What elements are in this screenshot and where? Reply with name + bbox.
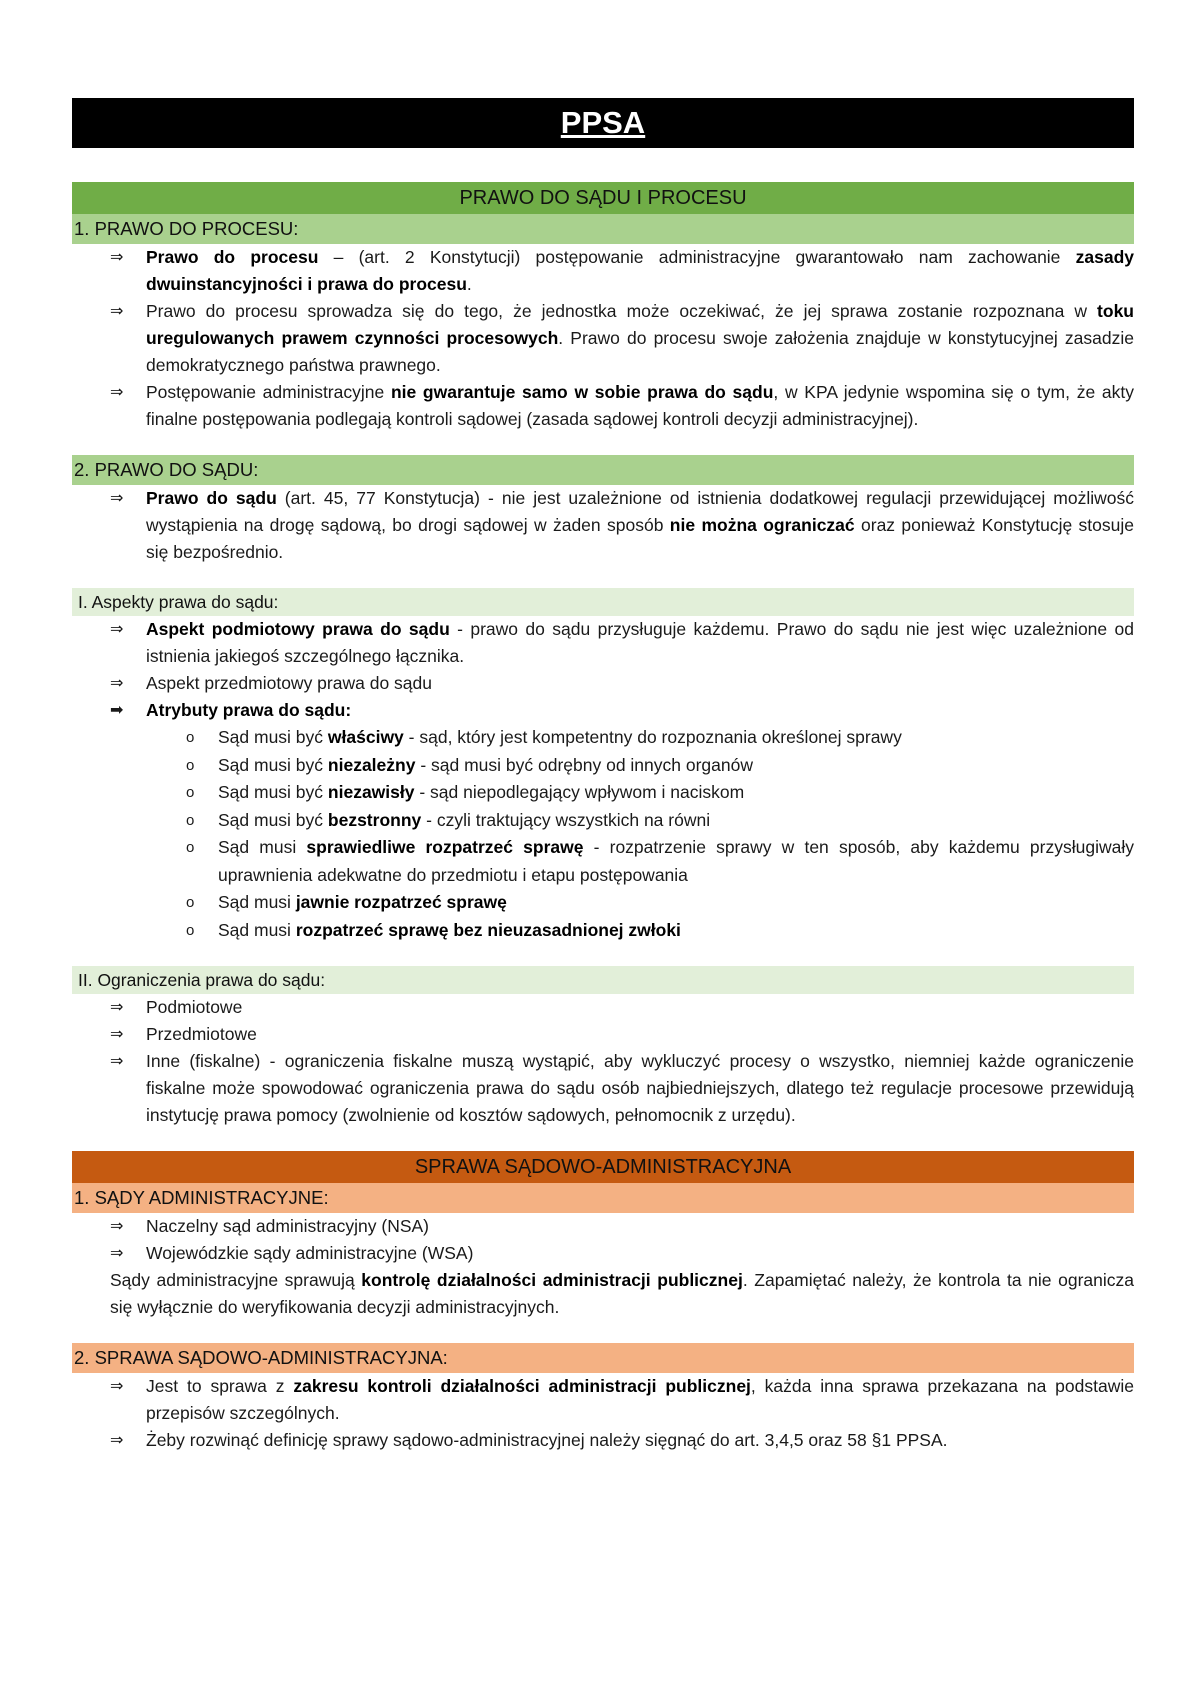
list-prawo-do-procesu bbox=[72, 244, 1134, 433]
list-item bbox=[72, 670, 1134, 697]
subheader-aspekty: I. Aspekty prawa do sądu: bbox=[72, 588, 1134, 616]
bold-text: Aspekt podmiotowy prawa do sądu bbox=[146, 619, 450, 639]
subheader-ograniczenia: II. Ograniczenia prawa do sądu: bbox=[72, 966, 1134, 994]
circle-bullet-icon: o bbox=[186, 811, 195, 829]
subheader-sprawa-sadowo: 2. SPRAWA SĄDOWO-ADMINISTRACYJNA: bbox=[72, 1343, 1134, 1373]
circle-bullet-icon: o bbox=[186, 839, 195, 856]
bold-text: Prawo do procesu bbox=[146, 247, 319, 267]
bold-text: jawnie rozpatrzeć sprawę bbox=[295, 892, 507, 912]
text: Postępowanie administracyjne bbox=[146, 382, 391, 402]
list-item bbox=[72, 994, 1134, 1021]
text: - czyli traktujący wszystkich na równi bbox=[421, 809, 711, 830]
bold-text: właściwy bbox=[327, 727, 404, 747]
text: . Zapamiętać należy, że kontrola ta nie ogranicza się wyłącznie do weryfikowania decyzji administracyjnych. bbox=[110, 1270, 1134, 1317]
text: Prawo do procesu sprowadza się do tego, że jednostka może oczekiwać, że jej sprawa zostanie rozpoznana w bbox=[146, 301, 1098, 321]
list-item bbox=[72, 752, 1134, 780]
arrow-bullet-icon: ⇒ bbox=[110, 1053, 124, 1070]
arrow-bullet-icon: ⇒ bbox=[110, 249, 124, 266]
bold-text: nie można ograniczać bbox=[669, 515, 855, 535]
bold-text: niezależny bbox=[327, 754, 416, 775]
text: - sąd, który jest kompetentny do rozpoznania określonej sprawy bbox=[403, 727, 902, 747]
bold-text: sprawiedliwe rozpatrzeć sprawę bbox=[306, 837, 584, 857]
arrow-bullet-icon: ⇒ bbox=[110, 1378, 124, 1395]
bold-text: rozpatrzeć sprawę bez nieuzasadnionej zwłoki bbox=[295, 919, 681, 940]
text: Podmiotowe bbox=[146, 997, 243, 1017]
bold-text: zakresu kontroli działalności administracji publicznej bbox=[293, 1376, 751, 1396]
list-item bbox=[72, 485, 1134, 566]
arrow-bullet-icon: ⇒ bbox=[110, 675, 124, 692]
text: Naczelny sąd administracyjny (NSA) bbox=[146, 1216, 430, 1236]
text: - sąd niepodlegający wpływom i naciskom bbox=[414, 782, 745, 802]
list-item bbox=[72, 724, 1134, 752]
list-item bbox=[72, 1048, 1134, 1129]
text: - prawo do sądu przysługuje każdemu. Prawo do sądu nie jest więc uzależnione od istnienia jakiegoś szczególnego łącznika. bbox=[146, 619, 1134, 666]
arrow-bullet-icon: ⇒ bbox=[110, 490, 124, 507]
circle-bullet-icon: o bbox=[186, 756, 195, 774]
list-item bbox=[72, 616, 1134, 670]
list-item bbox=[72, 1427, 1134, 1454]
text: Inne (fiskalne) - ograniczenia fiskalne muszą wystąpić, aby wykluczyć procesy o wszystko, niemniej każde ograniczenie fiskalne może spowodować ograniczenia prawa do sądu osób najbiedniejszych, dlatego też regulacje procesowe przewidują instytucję prawa pomocy (zwolnienie od kosztów sądowych, pełnomocnik z urzędu). bbox=[146, 1051, 1134, 1125]
list-item bbox=[72, 244, 1134, 298]
document-title: PPSA bbox=[72, 98, 1134, 148]
list-ograniczenia bbox=[72, 994, 1134, 1129]
text: Żeby rozwinąć definicję sprawy sądowo-administracyjnej należy sięgnąć do art. 3,4,5 oraz 58 §1 PPSA. bbox=[146, 1430, 948, 1450]
bold-arrow-bullet-icon: ➡ bbox=[110, 702, 124, 719]
list-atrybuty bbox=[72, 724, 1134, 944]
list-aspekty bbox=[72, 616, 1134, 724]
bold-text: nie gwarantuje samo w sobie prawa do sądu bbox=[390, 382, 774, 402]
document-content bbox=[72, 98, 1134, 1454]
bold-text: zasady dwuinstancyjności i prawa do procesu bbox=[146, 247, 1135, 294]
arrow-bullet-icon: ⇒ bbox=[110, 999, 124, 1016]
list-prawo-do-sadu bbox=[72, 485, 1134, 566]
text: . bbox=[466, 274, 472, 294]
arrow-bullet-icon: ⇒ bbox=[110, 303, 124, 320]
list-item bbox=[72, 298, 1134, 379]
bold-text: Prawo do sądu bbox=[146, 488, 277, 508]
arrow-bullet-icon: ⇒ bbox=[110, 1432, 124, 1449]
circle-bullet-icon: o bbox=[186, 729, 195, 746]
text: (art. 45, 77 Konstytucja) - nie jest uzależnione od istnienia dodatkowej regulacji przewidującej możliwość wystąpienia na drogę sądową, bo drogi sądowej w żaden sposób bbox=[146, 488, 1134, 535]
bold-text: bezstronny bbox=[327, 809, 422, 830]
list-item bbox=[72, 779, 1134, 807]
arrow-bullet-icon: ⇒ bbox=[110, 621, 124, 638]
text: Sąd musi być bbox=[218, 809, 328, 830]
bold-text: kontrolę działalności administracji publicznej bbox=[361, 1270, 743, 1290]
subheader-prawo-do-procesu: 1. PRAWO DO PROCESU: bbox=[72, 214, 1134, 244]
text: Wojewódzkie sądy administracyjne (WSA) bbox=[146, 1243, 474, 1263]
list-item bbox=[72, 697, 1134, 724]
list-item bbox=[72, 379, 1134, 433]
subheader-prawo-do-sadu: 2. PRAWO DO SĄDU: bbox=[72, 455, 1134, 485]
list-item bbox=[72, 1213, 1134, 1240]
arrow-bullet-icon: ⇒ bbox=[110, 1245, 124, 1262]
arrow-bullet-icon: ⇒ bbox=[110, 1218, 124, 1235]
list-sprawa bbox=[72, 1373, 1134, 1454]
list-item bbox=[72, 1240, 1134, 1267]
text: Sąd musi być bbox=[218, 727, 328, 747]
bold-text: Atrybuty prawa do sądu: bbox=[146, 700, 352, 720]
text: Aspekt przedmiotowy prawa do sądu bbox=[146, 673, 432, 693]
text: Sąd musi bbox=[218, 837, 307, 857]
arrow-bullet-icon: ⇒ bbox=[110, 1026, 124, 1043]
paragraph-kontrola bbox=[72, 1267, 1134, 1321]
list-item bbox=[72, 1021, 1134, 1048]
list-item bbox=[72, 889, 1134, 917]
bold-text: niezawisły bbox=[327, 782, 415, 802]
circle-bullet-icon: o bbox=[186, 921, 195, 939]
text: Sąd musi być bbox=[218, 754, 328, 775]
list-sady bbox=[72, 1213, 1134, 1267]
section-header-prawo-do-sadu: PRAWO DO SĄDU I PROCESU bbox=[72, 182, 1134, 214]
text: Sąd musi bbox=[218, 892, 296, 912]
text: , w KPA jedynie wspomina się o tym, że akty finalne postępowania podlegają kontroli sądowej (zasada sądowej kontroli decyzji administracyjnej). bbox=[146, 382, 1134, 429]
text: , każda inna sprawa przekazana na podstawie przepisów szczególnych. bbox=[146, 1376, 1134, 1423]
text: Sądy administracyjne sprawują bbox=[110, 1270, 362, 1290]
text: - sąd musi być odrębny od innych organów bbox=[415, 754, 753, 775]
text: . Prawo do procesu swoje założenia znajduje w konstytucyjnej zasadzie demokratycznego państwa prawnego. bbox=[146, 328, 1134, 375]
text: Sąd musi bbox=[218, 919, 296, 940]
text: Sąd musi być bbox=[218, 782, 328, 802]
list-item bbox=[72, 1373, 1134, 1427]
text: oraz ponieważ Konstytucję stosuje się bezpośrednio. bbox=[146, 515, 1134, 562]
subheader-sady-administracyjne: 1. SĄDY ADMINISTRACYJNE: bbox=[72, 1183, 1134, 1213]
bold-text: toku uregulowanych prawem czynności procesowych bbox=[146, 301, 1134, 348]
text: Przedmiotowe bbox=[146, 1024, 257, 1044]
text: Jest to sprawa z bbox=[146, 1376, 294, 1396]
arrow-bullet-icon: ⇒ bbox=[110, 384, 124, 401]
text: – (art. 2 Konstytucji) postępowanie administracyjne gwarantowało nam zachowanie bbox=[318, 247, 1076, 267]
list-item bbox=[72, 807, 1134, 835]
list-item bbox=[72, 834, 1134, 889]
section-header-sprawa: SPRAWA SĄDOWO-ADMINISTRACYJNA bbox=[72, 1151, 1134, 1183]
list-item bbox=[72, 917, 1134, 945]
circle-bullet-icon: o bbox=[186, 784, 195, 801]
circle-bullet-icon: o bbox=[186, 894, 195, 911]
text: - rozpatrzenie sprawy w ten sposób, aby każdemu przysługiwały uprawnienia adekwatne do przedmiotu i etapu postępowania bbox=[218, 837, 1134, 885]
